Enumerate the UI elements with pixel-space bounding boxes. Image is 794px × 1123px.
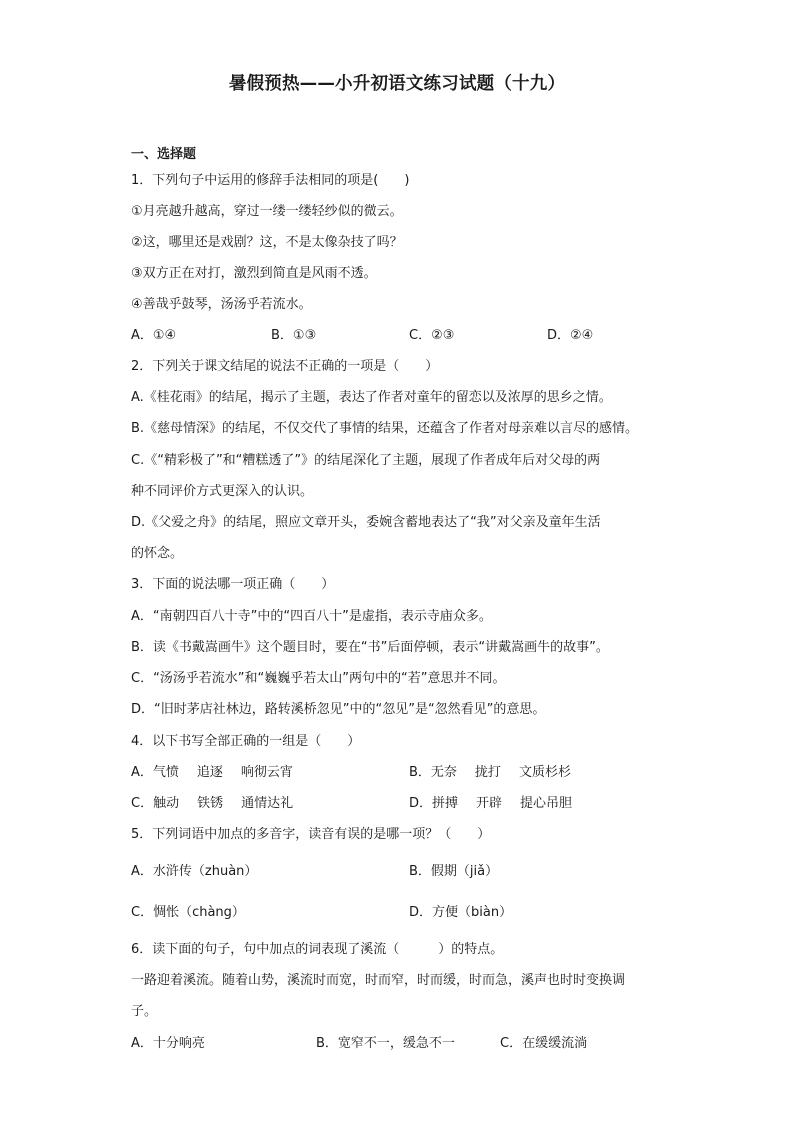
- q4-option-c-word-2: 铁锈: [197, 796, 224, 811]
- q5-option-a: A．水浒传（zhuàn）: [131, 864, 258, 879]
- q1-sentence-1: ①月亮越升越高，穿过一缕一缕轻纱似的微云。: [131, 204, 403, 219]
- q1-sentence-2: ②这，哪里还是戏剧？这，不是太像杂技了吗？: [131, 235, 403, 250]
- q5-option-c: C．惆怅（chàng）: [131, 905, 245, 920]
- q4-stem: 4．以下书写全部正确的一组是（ ）: [131, 734, 361, 749]
- q6-passage-line2: 子。: [131, 1004, 158, 1019]
- q6-passage-line1: 一路迎着溪流。随着山势，溪流时而宽，时而窄，时而缓，时而急，溪声也时时变换调: [131, 973, 626, 988]
- q2-option-d-line2: 的怀念。: [131, 546, 184, 561]
- q4-option-b-word-1: B．无奈: [409, 765, 457, 780]
- q6-option-b: B．宽窄不一，缓急不一: [316, 1036, 455, 1051]
- q2-option-d-line1: D.《父爱之舟》的结尾，照应文章开头，委婉含蓄地表达了“我”对父亲及童年生活: [131, 515, 601, 530]
- q1-stem: 1．下列句子中运用的修辞手法相同的项是( ): [131, 173, 410, 188]
- q1-option-a: A．①④: [131, 328, 177, 343]
- q4-option-b-word-3: 文质杉杉: [518, 765, 571, 780]
- page-title: 暑假预热——小升初语文练习试题（十九）: [228, 74, 566, 94]
- q4-option-d: [409, 795, 572, 813]
- q2-option-c-line1: C.《“精彩极了”和“糟糕透了”》的结尾深化了主题，展现了作者成年后对父母的两: [131, 453, 601, 468]
- q3-option-b: B．读《书戴嵩画牛》这个题目时，要在“书”后面停顿，表示“讲戴嵩画牛的故事”。: [131, 640, 609, 655]
- q5-option-d: D．方便（biàn）: [409, 905, 513, 920]
- q2-option-b: B.《慈母情深》的结尾，不仅交代了事情的结果，还蕴含了作者对母亲难以言尽的感情。: [131, 421, 639, 436]
- q4-option-a: [131, 764, 293, 782]
- q3-option-c: C．“汤汤乎若流水”和“巍巍乎若太山”两句中的“若”意思并不同。: [131, 671, 506, 686]
- q4-option-a-word-1: A．气愤: [131, 765, 179, 780]
- q3-option-a: A．“南朝四百八十寺”中的“四百八十”是虚指，表示寺庙众多。: [131, 609, 492, 624]
- section-heading: 一、选择题: [131, 147, 197, 162]
- q2-option-c-line2: 种不同评价方式更深入的认识。: [131, 484, 314, 499]
- q4-option-d-word-2: 开辟: [476, 796, 503, 811]
- q4-option-c-word-3: 通情达礼: [241, 796, 294, 811]
- q3-stem: 3．下面的说法哪一项正确（ ）: [131, 577, 335, 592]
- q1-sentence-4: ④善哉乎鼓琴，汤汤乎若流水。: [131, 297, 312, 312]
- q4-option-b: [409, 764, 571, 782]
- q6-option-c: C．在缓缓流淌: [500, 1036, 588, 1051]
- q4-option-d-word-3: 提心吊胆: [520, 796, 573, 811]
- q6-stem: 6．读下面的句子，句中加点的词表现了溪流（ ）的特点。: [131, 942, 504, 957]
- q1-option-d: D．②④: [547, 328, 594, 343]
- q4-option-a-word-2: 追逐: [196, 765, 223, 780]
- q6-option-a: A．十分响亮: [131, 1036, 205, 1051]
- q1-option-c: C．②③: [409, 328, 455, 343]
- q2-stem: 2．下列关于课文结尾的说法不正确的一项是（ ）: [131, 359, 439, 374]
- q5-option-b: B．假期（jiǎ）: [409, 864, 499, 879]
- q1-sentence-3: ③双方正在对打，激烈到简直是风雨不透。: [131, 266, 377, 281]
- q4-option-c-word-1: C．触动: [131, 796, 180, 811]
- q5-stem: 5．下列词语中加点的多音字，读音有误的是哪一项？（ ）: [131, 827, 491, 842]
- q4-option-b-word-2: 拢打: [474, 765, 501, 780]
- q4-option-c: [131, 795, 293, 813]
- q3-option-d: D．“旧时茅店社林边，路转溪桥忽见”中的“忽见”是“忽然看见”的意思。: [131, 702, 546, 717]
- q4-option-d-word-1: D．拼搏: [409, 796, 459, 811]
- q1-option-b: B．①③: [271, 328, 317, 343]
- q2-option-a: A.《桂花雨》的结尾，揭示了主题，表达了作者对童年的留恋以及浓厚的思乡之情。: [131, 390, 612, 405]
- q4-option-a-word-3: 响彻云宵: [240, 765, 293, 780]
